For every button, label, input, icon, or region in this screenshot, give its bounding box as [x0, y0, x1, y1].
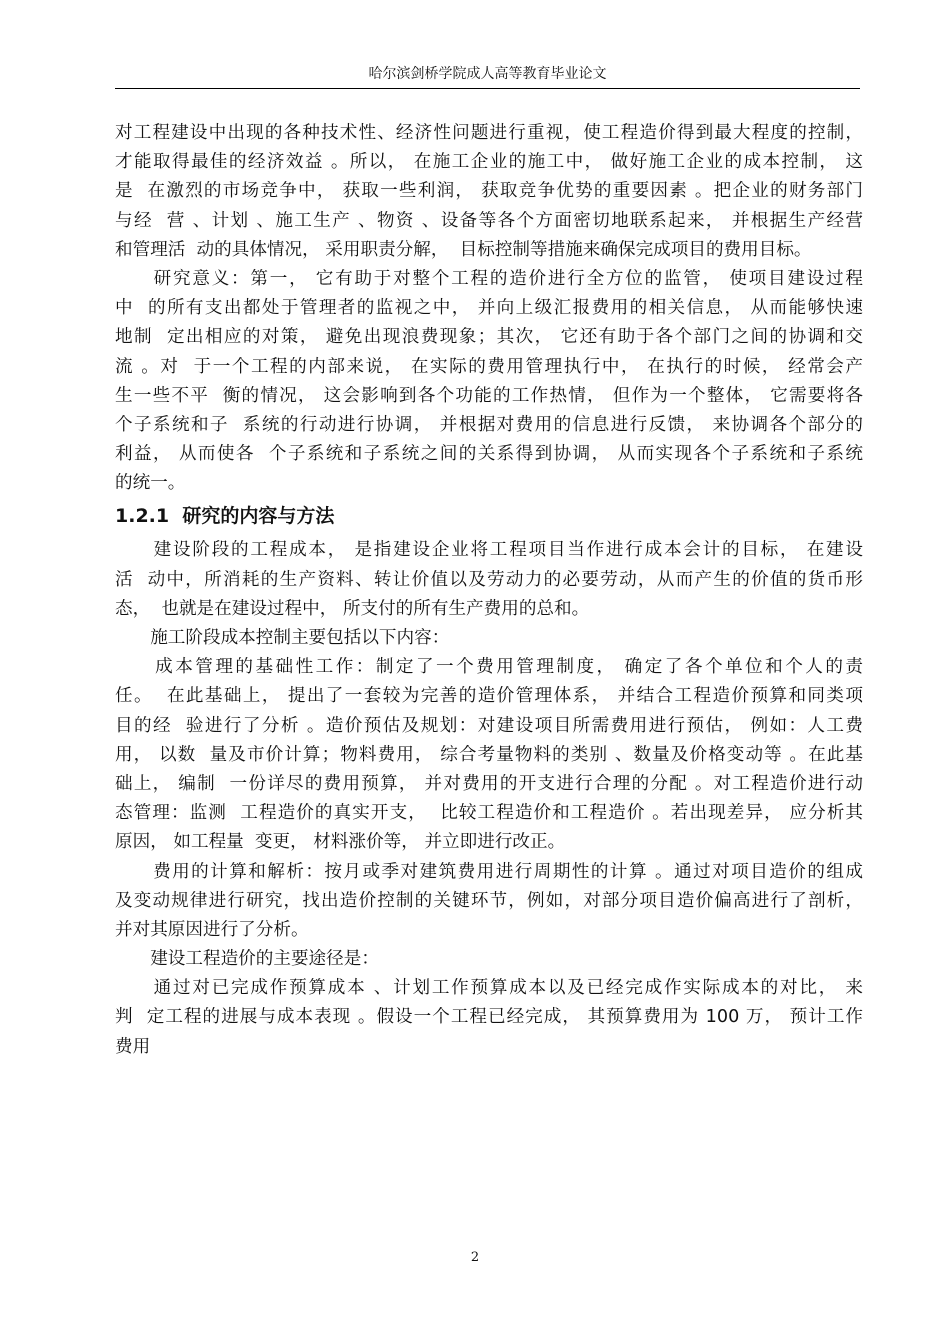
paragraph-line: 通过对已完成作预算成本 、计划工作预算成本以及已经完成作实际成本的对比， 来: [115, 978, 863, 999]
paragraph-line: 中 的所有支出都处于管理者的监视之中， 并向上级汇报费用的相关信息， 从而能够快速: [115, 298, 863, 319]
paragraph-line: 目的经 验进行了分析 。造价预估及规划：对建设项目所需费用进行预估， 例如：人工费: [115, 715, 863, 736]
paragraph-line: 施工阶段成本控制主要包括以下内容：: [115, 628, 450, 648]
paragraph-line: 是 在激烈的市场竞争中， 获取一些利润， 获取竞争优势的重要因素 。把企业的财务部门: [115, 181, 863, 202]
paragraph-line: 与经 营 、计划 、施工生产 、物资 、设备等各个方面密切地联系起来， 并根据生产经营: [115, 210, 863, 231]
paragraph-line: 流 。对 于一个工程的内部来说， 在实际的费用管理执行中， 在执行的时候， 经常会产: [115, 356, 863, 377]
paragraph-line: 态， 也就是在建设过程中， 所支付的所有生产费用的总和。: [115, 598, 590, 619]
paragraph-line: 个子系统和子 系统的行动进行协调， 并根据对费用的信息进行反馈， 来协调各个部分的: [115, 414, 863, 435]
paragraph-line: 建设工程造价的主要途径是：: [115, 949, 379, 970]
paragraph: [115, 624, 863, 653]
paragraph: [115, 653, 863, 857]
paragraph-line: 地制 定出相应的对策， 避免出现浪费现象；其次， 它还有助于各个部门之间的协调和交: [115, 327, 863, 348]
page-number: 2: [470, 1250, 480, 1265]
running-header: 哈尔滨剑桥学院成人高等教育毕业论文: [368, 66, 607, 82]
document-body: [115, 119, 863, 1062]
paragraph-line: 费用: [115, 1036, 151, 1057]
paragraph-line: 成本管理的基础性工作：制定了一个费用管理制度， 确定了各个单位和个人的责: [115, 657, 863, 678]
paragraph-line: 活 动中，所消耗的生产资料、转让价值以及劳动力的必要劳动，从而产生的价值的货币形: [115, 569, 863, 590]
paragraph-line: 并对其原因进行了分析。: [115, 919, 309, 940]
paragraph-line: 判 定工程的进展与成本表现 。假设一个工程已经完成， 其预算费用为 100 万， 预计工作: [115, 1007, 863, 1028]
paragraph-line: 用， 以数 量及市价计算；物料费用， 综合考量物料的类别 、数量及价格变动等 。在此基: [115, 744, 863, 765]
paragraph: [115, 945, 863, 974]
paragraph-line: 生一些不平 衡的情况， 这会影响到各个功能的工作热情， 但作为一个整体， 它需要将各: [115, 385, 863, 406]
paragraph-line: 和管理活 动的具体情况， 采用职责分解， 目标控制等措施来确保完成项目的费用目标。: [115, 239, 812, 260]
paragraph-line: 对工程建设中出现的各种技术性、经济性问题进行重视，使工程造价得到最大程度的控制，: [115, 123, 863, 143]
paragraph-line: 态管理：监测 工程造价的真实开支， 比较工程造价和工程造价 。若出现差异， 应分析其: [115, 803, 863, 824]
paragraph-line: 础上， 编制 一份详尽的费用预算， 并对费用的开支进行合理的分配 。对工程造价进行动: [115, 773, 863, 794]
paragraph: [115, 265, 863, 499]
paragraph-line: 原因， 如工程量 变更， 材料涨价等， 并立即进行改正。: [115, 832, 566, 853]
paragraph-line: 利益， 从而使各 个子系统和子系统之间的关系得到协调， 从而实现各个子系统和子系统: [115, 444, 863, 465]
paragraph-line: 建设阶段的工程成本， 是指建设企业将工程项目当作进行成本会计的目标， 在建设: [115, 540, 863, 561]
paragraph-line: 研究意义：第一， 它有助于对整个工程的造价进行全方位的监管， 使项目建设过程: [115, 268, 863, 289]
paragraph-line: 及变动规律进行研究，找出造价控制的关键环节，例如，对部分项目造价偏高进行了剖析，: [115, 890, 863, 911]
paragraph: [115, 974, 863, 1062]
section-heading: 1.2.1 研究的内容与方法: [115, 505, 335, 528]
paragraph: [115, 119, 863, 265]
paragraph-line: 任。 在此基础上， 提出了一套较为完善的造价管理体系， 并结合工程造价预算和同类项: [115, 686, 863, 707]
paragraph-line: 费用的计算和解析：按月或季对建筑费用进行周期性的计算 。通过对项目造价的组成: [115, 861, 863, 882]
paragraph: [115, 858, 863, 946]
paragraph-line: 的统一。: [115, 473, 186, 494]
header-rule: [115, 88, 860, 89]
paragraph-line: 才能取得最佳的经济效益 。所以， 在施工企业的施工中， 做好施工企业的成本控制， 这: [115, 152, 863, 173]
paragraph: [115, 536, 863, 624]
